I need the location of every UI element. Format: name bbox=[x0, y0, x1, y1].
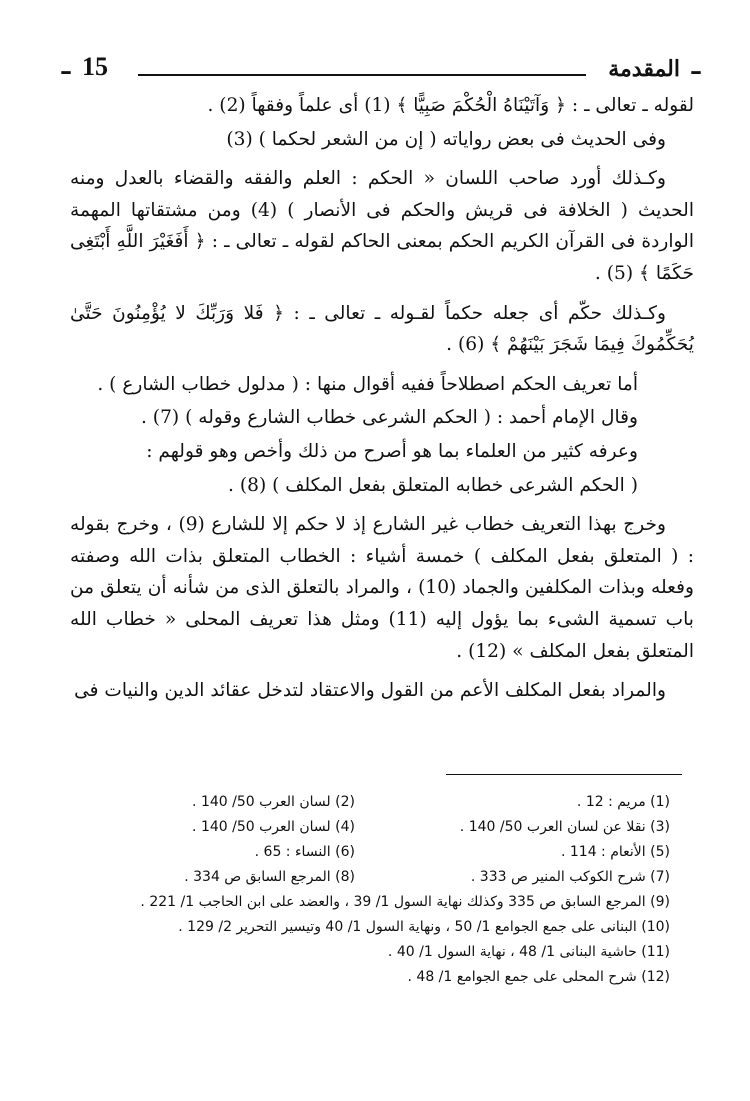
footnote: (12) شرح المحلى على جمع الجوامع 1/ 48 . bbox=[407, 969, 670, 985]
paragraph: وفى الحديث فى بعض رواياته ( إن من الشعر لحكما ) (3) bbox=[226, 128, 666, 150]
paragraph: وعرفه كثير من العلماء بما هو أصرح من ذلك وأخص وهو قولهم : bbox=[146, 440, 638, 462]
paragraph: والمراد بفعل المكلف الأعم من القول والاعتقاد لتدخل عقائد الدين والنيات فى bbox=[74, 680, 666, 702]
footnote-row bbox=[40, 865, 670, 890]
paragraph: لقوله ـ تعالى ـ : ﴿ وَآتَيْنَاهُ الْحُكْمَ صَبِيًّا ﴾ (1) أى علماً وفقهاً (2) . bbox=[207, 95, 694, 116]
paragraph: وخرج بهذا التعريف خطاب غير الشارع إذ لا حكم إلا للشارع (9) ، وخرج بقوله : ( المتعلق بفعل المكلف ) خمسة أشياء : الخطاب المتعلق بذات الله وصفته وفعله وبذات المكلفين والجماد (10) ، والمراد بالتعلق الذى من شأنه أن يتعلق من باب تسمية الشىء بما يؤول إليه (11) ومثل هذا تعريف المحلى « خطاب الله المتعلق بفعل المكلف » (12) . bbox=[70, 514, 694, 662]
footnotes bbox=[40, 790, 670, 990]
footnote: (8) المرجع السابق ص 334 . bbox=[184, 869, 355, 885]
chapter-title: المقدمة bbox=[608, 56, 680, 82]
footnote-rule bbox=[446, 774, 682, 775]
footnote: (1) مريم : 12 . bbox=[576, 794, 670, 810]
page-number: 15 bbox=[82, 52, 108, 81]
paragraph: وكـذلك حكّم أى جعله حكماً لقـوله ـ تعالى ـ : ﴿ فَلا وَرَبِّكَ لا يُؤْمِنُونَ حَتَّىٰ يُحَكِّمُوكَ فِيمَا شَجَرَ بَيْنَهُمْ ﴾ (6) . bbox=[70, 302, 694, 356]
paragraph: ( الحكم الشرعى خطابه المتعلق بفعل المكلف ) (8) . bbox=[228, 474, 638, 496]
footnote-row bbox=[40, 790, 670, 815]
footnote-row bbox=[40, 815, 670, 840]
footnote: (3) نقلا عن لسان العرب 50/ 140 . bbox=[459, 819, 670, 835]
footnote: (2) لسان العرب 50/ 140 . bbox=[192, 794, 355, 810]
paragraph: وكـذلك أورد صاحب اللسان « الحكم : العلم والفقه والقضاء بالعدل ومنه الحديث ( الخلافة فى قريش والحكم فى الأنصار ) (4) ومن مشتقاتها المهمة الواردة فى القرآن الكريم الحكم بمعنى الحاكم لقوله ـ تعالى ـ : ﴿ أَفَغَيْرَ اللَّهِ أَبْتَغِى حَكَمًا ﴾ (5) . bbox=[70, 168, 694, 284]
footnote: (6) النساء : 65 . bbox=[254, 844, 355, 860]
paragraph: أما تعريف الحكم اصطلاحاً ففيه أقوال منها : ( مدلول خطاب الشارع ) . bbox=[97, 373, 638, 395]
footnote: (7) شرح الكوكب المنير ص 333 . bbox=[470, 869, 670, 885]
main-text bbox=[70, 90, 694, 715]
page-header bbox=[60, 52, 702, 92]
header-dash-right: – bbox=[690, 56, 702, 85]
paragraph: وقال الإمام أحمد : ( الحكم الشرعى خطاب الشارع وقوله ) (7) . bbox=[140, 407, 638, 429]
footnote: (4) لسان العرب 50/ 140 . bbox=[192, 819, 355, 835]
footnote: (11) حاشية البنانى 1/ 48 ، نهاية السول 1/ 40 . bbox=[387, 944, 670, 960]
header-rule bbox=[138, 74, 586, 76]
header-dash-left: – bbox=[60, 56, 72, 85]
footnote-row bbox=[40, 840, 670, 865]
footnote: (10) البنانى على جمع الجوامع 1/ 50 ، ونهاية السول 1/ 40 وتيسير التحرير 2/ 129 . bbox=[178, 919, 670, 935]
footnote: (9) المرجع السابق ص 335 وكذلك نهاية السول 1/ 39 ، والعضد على ابن الحاجب 1/ 221 . bbox=[140, 894, 670, 910]
footnote: (5) الأنعام : 114 . bbox=[560, 844, 670, 860]
